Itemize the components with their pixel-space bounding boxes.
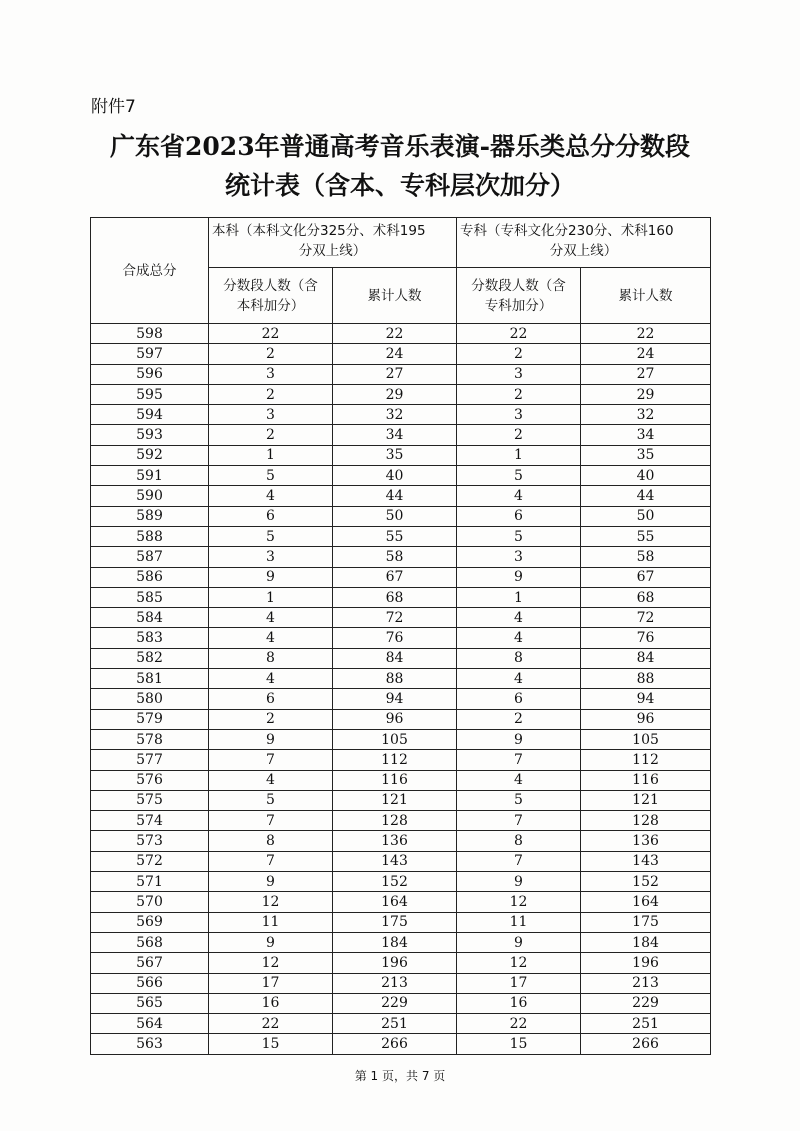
table-row xyxy=(91,628,711,648)
composite-score-cell: 574 xyxy=(91,811,209,831)
college-segment-count-cell: 12 xyxy=(457,892,581,912)
college-segment-count-cell: 17 xyxy=(457,973,581,993)
college-segment-count-cell: 4 xyxy=(457,669,581,689)
college-segment-count-cell: 7 xyxy=(457,811,581,831)
composite-score-cell: 587 xyxy=(91,547,209,567)
college-segment-count-cell: 3 xyxy=(457,405,581,425)
college-cumulative-cell: 34 xyxy=(581,425,711,445)
undergrad-header-line1: 本科（本科文化分325分、术科195 xyxy=(212,223,426,239)
undergrad-cumulative-cell: 96 xyxy=(333,709,457,729)
undergrad-segment-count-cell: 22 xyxy=(209,324,333,344)
table-row xyxy=(91,425,711,445)
table-row xyxy=(91,466,711,486)
table-row xyxy=(91,587,711,607)
composite-score-cell: 564 xyxy=(91,1014,209,1034)
table-row xyxy=(91,729,711,749)
college-segment-count-cell: 2 xyxy=(457,425,581,445)
college-segment-count-cell: 5 xyxy=(457,526,581,546)
composite-score-cell: 572 xyxy=(91,851,209,871)
composite-score-cell: 594 xyxy=(91,405,209,425)
college-cumulative-cell: 27 xyxy=(581,364,711,384)
college-header-line2: 分双上线） xyxy=(549,243,618,259)
college-segment-count-line1: 分数段人数（含 xyxy=(471,277,566,294)
college-cumulative-cell: 40 xyxy=(581,466,711,486)
college-segment-count-cell: 16 xyxy=(457,993,581,1013)
college-segment-count-cell: 6 xyxy=(457,689,581,709)
table-row xyxy=(91,973,711,993)
undergrad-segment-count-cell: 7 xyxy=(209,851,333,871)
college-cumulative-cell: 136 xyxy=(581,831,711,851)
undergrad-cumulative-cell: 94 xyxy=(333,689,457,709)
composite-score-cell: 577 xyxy=(91,750,209,770)
undergrad-segment-count-cell: 1 xyxy=(209,587,333,607)
undergrad-segment-count-cell: 5 xyxy=(209,466,333,486)
undergrad-segment-count-cell: 5 xyxy=(209,790,333,810)
table-row xyxy=(91,851,711,871)
composite-score-cell: 570 xyxy=(91,892,209,912)
college-cumulative-cell: 128 xyxy=(581,811,711,831)
college-cumulative-cell: 32 xyxy=(581,405,711,425)
college-segment-count-cell: 2 xyxy=(457,384,581,404)
composite-score-cell: 567 xyxy=(91,953,209,973)
college-cumulative-cell: 213 xyxy=(581,973,711,993)
composite-score-cell: 579 xyxy=(91,709,209,729)
undergrad-segment-count-cell: 16 xyxy=(209,993,333,1013)
table-row xyxy=(91,486,711,506)
table-row xyxy=(91,526,711,546)
college-segment-count-cell: 2 xyxy=(457,709,581,729)
table-row xyxy=(91,790,711,810)
undergrad-cumulative-cell: 32 xyxy=(333,405,457,425)
college-segment-count-cell: 6 xyxy=(457,506,581,526)
undergrad-segment-count-cell: 2 xyxy=(209,709,333,729)
college-cumulative-cell: 72 xyxy=(581,608,711,628)
college-cumulative-cell: 76 xyxy=(581,628,711,648)
undergrad-cumulative-cell: 229 xyxy=(333,993,457,1013)
college-cumulative-cell: 175 xyxy=(581,912,711,932)
undergrad-segment-count-cell: 4 xyxy=(209,628,333,648)
table-row xyxy=(91,324,711,344)
composite-score-cell: 571 xyxy=(91,872,209,892)
college-cumulative-cell: 105 xyxy=(581,729,711,749)
undergrad-cumulative-cell: 40 xyxy=(333,466,457,486)
undergrad-cumulative-cell: 35 xyxy=(333,445,457,465)
undergrad-segment-count-cell: 4 xyxy=(209,669,333,689)
table-row xyxy=(91,567,711,587)
undergrad-segment-count-cell: 7 xyxy=(209,750,333,770)
college-cumulative-cell: 196 xyxy=(581,953,711,973)
college-cumulative-cell: 35 xyxy=(581,445,711,465)
undergrad-segment-count-cell: 9 xyxy=(209,872,333,892)
composite-score-cell: 576 xyxy=(91,770,209,790)
college-segment-count-cell: 1 xyxy=(457,445,581,465)
table-row xyxy=(91,689,711,709)
undergrad-segment-count-cell: 8 xyxy=(209,831,333,851)
college-cumulative-cell: 84 xyxy=(581,648,711,668)
composite-score-cell: 566 xyxy=(91,973,209,993)
undergrad-segment-count-cell: 1 xyxy=(209,445,333,465)
page-footer: 第 1 页，共 7 页 xyxy=(354,1069,446,1083)
undergrad-segment-count-cell: 7 xyxy=(209,811,333,831)
college-cumulative-cell: 55 xyxy=(581,526,711,546)
table-row xyxy=(91,669,711,689)
college-segment-count-cell: 22 xyxy=(457,1014,581,1034)
college-segment-count-cell: 22 xyxy=(457,324,581,344)
college-segment-count-header xyxy=(457,268,581,324)
college-segment-count-cell: 4 xyxy=(457,486,581,506)
undergrad-segment-count-cell: 15 xyxy=(209,1034,333,1054)
college-cumulative-cell: 143 xyxy=(581,851,711,871)
college-segment-count-cell: 9 xyxy=(457,872,581,892)
composite-score-cell: 591 xyxy=(91,466,209,486)
undergrad-segment-count-cell: 6 xyxy=(209,689,333,709)
composite-score-cell: 583 xyxy=(91,628,209,648)
table-row xyxy=(91,993,711,1013)
undergrad-segment-count-cell: 11 xyxy=(209,912,333,932)
undergrad-segment-count-cell: 2 xyxy=(209,384,333,404)
table-row xyxy=(91,648,711,668)
undergrad-cumulative-cell: 116 xyxy=(333,770,457,790)
college-segment-count-cell: 4 xyxy=(457,770,581,790)
undergrad-cumulative-cell: 251 xyxy=(333,1014,457,1034)
composite-score-cell: 568 xyxy=(91,932,209,952)
undergrad-segment-count-cell: 12 xyxy=(209,892,333,912)
undergrad-segment-count-cell: 6 xyxy=(209,506,333,526)
table-row xyxy=(91,506,711,526)
composite-score-cell: 598 xyxy=(91,324,209,344)
table-row xyxy=(91,547,711,567)
table-row xyxy=(91,953,711,973)
undergrad-cumulative-cell: 164 xyxy=(333,892,457,912)
undergrad-segment-count-cell: 9 xyxy=(209,567,333,587)
college-segment-count-cell: 1 xyxy=(457,587,581,607)
college-cumulative-cell: 184 xyxy=(581,932,711,952)
composite-score-cell: 581 xyxy=(91,669,209,689)
college-cumulative-cell: 44 xyxy=(581,486,711,506)
college-segment-count-cell: 3 xyxy=(457,364,581,384)
table-row xyxy=(91,709,711,729)
college-cumulative-cell: 88 xyxy=(581,669,711,689)
attachment-label: 附件7 xyxy=(91,97,136,117)
undergrad-segment-count-header xyxy=(209,268,333,324)
college-segment-count-cell: 3 xyxy=(457,547,581,567)
college-cumulative-cell: 29 xyxy=(581,384,711,404)
undergrad-cumulative-cell: 68 xyxy=(333,587,457,607)
undergrad-cumulative-cell: 112 xyxy=(333,750,457,770)
undergrad-cumulative-cell: 175 xyxy=(333,912,457,932)
undergrad-segment-count-cell: 3 xyxy=(209,547,333,567)
undergrad-cumulative-cell: 196 xyxy=(333,953,457,973)
undergrad-segment-count-cell: 2 xyxy=(209,425,333,445)
college-cumulative-cell: 266 xyxy=(581,1034,711,1054)
college-segment-count-cell: 5 xyxy=(457,466,581,486)
undergrad-segment-count-cell: 12 xyxy=(209,953,333,973)
composite-score-cell: 565 xyxy=(91,993,209,1013)
composite-score-cell: 586 xyxy=(91,567,209,587)
undergrad-segment-count-line1: 分数段人数（含 xyxy=(223,277,318,294)
table-row xyxy=(91,608,711,628)
college-header-line1: 专科（专科文化分230分、术科160 xyxy=(460,223,674,239)
college-segment-count-cell: 5 xyxy=(457,790,581,810)
table-row xyxy=(91,912,711,932)
composite-score-cell: 588 xyxy=(91,526,209,546)
college-segment-count-cell: 9 xyxy=(457,932,581,952)
table-row xyxy=(91,1034,711,1054)
undergrad-segment-count-cell: 3 xyxy=(209,364,333,384)
undergrad-cumulative-cell: 105 xyxy=(333,729,457,749)
college-segment-count-cell: 4 xyxy=(457,608,581,628)
undergrad-segment-count-cell: 9 xyxy=(209,729,333,749)
undergrad-cumulative-header: 累计人数 xyxy=(333,268,457,324)
undergrad-cumulative-cell: 58 xyxy=(333,547,457,567)
college-segment-count-cell: 4 xyxy=(457,628,581,648)
college-segment-count-cell: 7 xyxy=(457,851,581,871)
table-row xyxy=(91,364,711,384)
college-cumulative-cell: 112 xyxy=(581,750,711,770)
composite-score-cell: 589 xyxy=(91,506,209,526)
table-body xyxy=(91,324,711,1055)
undergrad-cumulative-cell: 88 xyxy=(333,669,457,689)
undergrad-cumulative-cell: 44 xyxy=(333,486,457,506)
undergrad-segment-count-cell: 5 xyxy=(209,526,333,546)
composite-score-header-label: 合成总分 xyxy=(122,262,177,279)
undergrad-group-header xyxy=(209,218,457,268)
composite-score-cell: 575 xyxy=(91,790,209,810)
composite-score-cell: 595 xyxy=(91,384,209,404)
table-row xyxy=(91,932,711,952)
college-cumulative-cell: 96 xyxy=(581,709,711,729)
composite-score-cell: 593 xyxy=(91,425,209,445)
college-cumulative-cell: 116 xyxy=(581,770,711,790)
college-cumulative-cell: 251 xyxy=(581,1014,711,1034)
table-row xyxy=(91,1014,711,1034)
composite-score-cell: 584 xyxy=(91,608,209,628)
college-cumulative-header: 累计人数 xyxy=(581,268,711,324)
table-row xyxy=(91,770,711,790)
college-segment-count-cell: 12 xyxy=(457,953,581,973)
undergrad-cumulative-cell: 29 xyxy=(333,384,457,404)
table-row xyxy=(91,811,711,831)
college-cumulative-cell: 24 xyxy=(581,344,711,364)
composite-score-cell: 580 xyxy=(91,689,209,709)
undergrad-cumulative-cell: 50 xyxy=(333,506,457,526)
college-cumulative-cell: 50 xyxy=(581,506,711,526)
undergrad-cumulative-cell: 22 xyxy=(333,324,457,344)
composite-score-cell: 585 xyxy=(91,587,209,607)
college-segment-count-cell: 9 xyxy=(457,729,581,749)
composite-score-cell: 590 xyxy=(91,486,209,506)
undergrad-segment-count-cell: 8 xyxy=(209,648,333,668)
college-segment-count-cell: 15 xyxy=(457,1034,581,1054)
composite-score-cell: 597 xyxy=(91,344,209,364)
undergrad-segment-count-cell: 4 xyxy=(209,608,333,628)
composite-score-cell: 578 xyxy=(91,729,209,749)
college-cumulative-cell: 22 xyxy=(581,324,711,344)
undergrad-cumulative-cell: 24 xyxy=(333,344,457,364)
composite-score-cell: 596 xyxy=(91,364,209,384)
college-cumulative-cell: 68 xyxy=(581,587,711,607)
undergrad-cumulative-cell: 84 xyxy=(333,648,457,668)
college-cumulative-cell: 67 xyxy=(581,567,711,587)
undergrad-cumulative-cell: 266 xyxy=(333,1034,457,1054)
college-cumulative-cell: 164 xyxy=(581,892,711,912)
table-row xyxy=(91,384,711,404)
undergrad-cumulative-cell: 152 xyxy=(333,872,457,892)
document-title-line1: 广东省2023年普通高考音乐表演-器乐类总分分数段 xyxy=(110,132,690,161)
undergrad-cumulative-cell: 27 xyxy=(333,364,457,384)
composite-score-cell: 592 xyxy=(91,445,209,465)
table-row xyxy=(91,344,711,364)
undergrad-cumulative-cell: 128 xyxy=(333,811,457,831)
college-group-header xyxy=(457,218,711,268)
undergrad-segment-count-cell: 17 xyxy=(209,973,333,993)
college-cumulative-cell: 58 xyxy=(581,547,711,567)
undergrad-cumulative-cell: 72 xyxy=(333,608,457,628)
college-segment-count-cell: 11 xyxy=(457,912,581,932)
college-cumulative-cell: 152 xyxy=(581,872,711,892)
composite-score-header xyxy=(91,218,209,324)
undergrad-cumulative-cell: 121 xyxy=(333,790,457,810)
college-cumulative-cell: 229 xyxy=(581,993,711,1013)
college-segment-count-cell: 7 xyxy=(457,750,581,770)
college-cumulative-cell: 94 xyxy=(581,689,711,709)
table-row xyxy=(91,892,711,912)
table-row xyxy=(91,872,711,892)
undergrad-segment-count-cell: 4 xyxy=(209,486,333,506)
undergrad-cumulative-cell: 143 xyxy=(333,851,457,871)
undergrad-segment-count-cell: 4 xyxy=(209,770,333,790)
college-segment-count-line2: 专科加分） xyxy=(484,297,553,314)
document-title-line2: 统计表（含本、专科层次加分） xyxy=(224,171,575,200)
college-segment-count-cell: 2 xyxy=(457,344,581,364)
undergrad-segment-count-cell: 3 xyxy=(209,405,333,425)
undergrad-cumulative-cell: 213 xyxy=(333,973,457,993)
undergrad-segment-count-line2: 本科加分） xyxy=(236,297,305,314)
college-segment-count-cell: 9 xyxy=(457,567,581,587)
college-segment-count-cell: 8 xyxy=(457,831,581,851)
composite-score-cell: 563 xyxy=(91,1034,209,1054)
composite-score-cell: 569 xyxy=(91,912,209,932)
composite-score-cell: 573 xyxy=(91,831,209,851)
table-row xyxy=(91,831,711,851)
table-row xyxy=(91,405,711,425)
undergrad-cumulative-cell: 34 xyxy=(333,425,457,445)
undergrad-cumulative-cell: 67 xyxy=(333,567,457,587)
undergrad-segment-count-cell: 22 xyxy=(209,1014,333,1034)
table-row xyxy=(91,445,711,465)
college-cumulative-cell: 121 xyxy=(581,790,711,810)
undergrad-cumulative-cell: 55 xyxy=(333,526,457,546)
score-distribution-table xyxy=(90,217,711,1055)
composite-score-cell: 582 xyxy=(91,648,209,668)
college-segment-count-cell: 8 xyxy=(457,648,581,668)
undergrad-cumulative-cell: 184 xyxy=(333,932,457,952)
undergrad-segment-count-cell: 9 xyxy=(209,932,333,952)
table-row xyxy=(91,750,711,770)
undergrad-cumulative-cell: 136 xyxy=(333,831,457,851)
undergrad-segment-count-cell: 2 xyxy=(209,344,333,364)
undergrad-header-line2: 分双上线） xyxy=(298,243,367,259)
undergrad-cumulative-cell: 76 xyxy=(333,628,457,648)
